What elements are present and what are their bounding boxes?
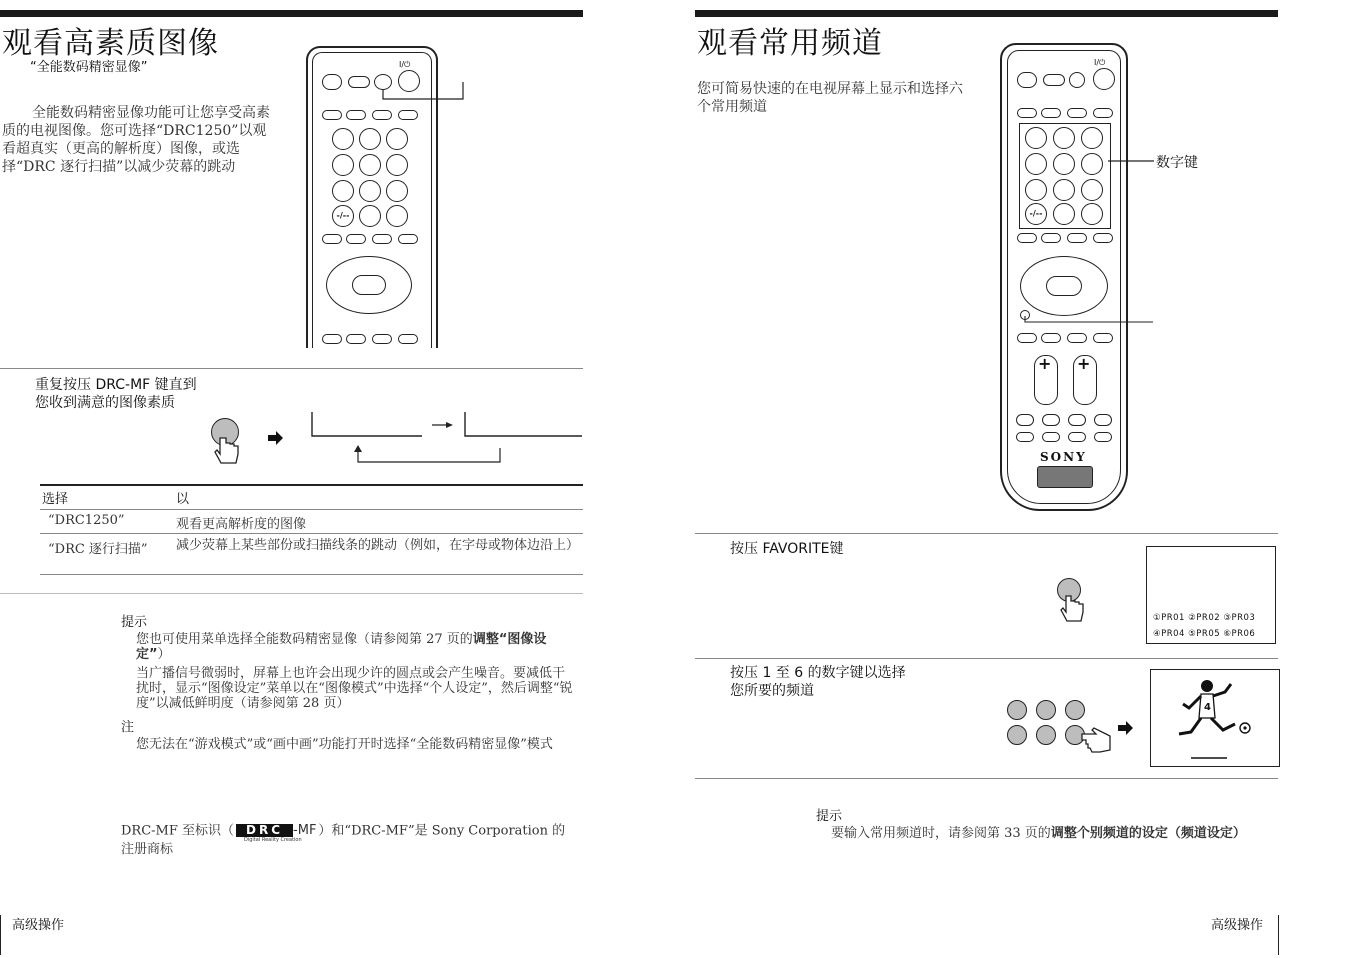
- left-key[interactable]: [386, 154, 408, 176]
- left-subtitle: “全能数码精密显像”: [30, 60, 148, 75]
- pr-item: ⑥PR06: [1223, 629, 1256, 639]
- right-key[interactable]: [1053, 127, 1075, 149]
- right-step1: 按压 FAVORITE键: [730, 541, 844, 557]
- remote-ir-window: [1037, 466, 1093, 488]
- left-remote-btn[interactable]: [398, 334, 418, 344]
- right-divider-2: [695, 658, 1278, 659]
- table-row2-col2: 减少荧幕上某些部份或扫描线条的跳动（例如，在字母或物体边沿上）: [176, 538, 580, 553]
- trademark-post: ）和“DRC-MF”是 Sony Corporation 的注册商标: [121, 823, 566, 857]
- right-remote-btn[interactable]: [1094, 414, 1112, 426]
- press-key-3[interactable]: [1065, 700, 1085, 720]
- pr-item: ②PR02: [1188, 613, 1221, 623]
- right-remote-btn[interactable]: [1094, 432, 1112, 442]
- table-rule: [40, 509, 583, 510]
- left-tip-1-pre: 您也可使用菜单选择全能数码精密显像（请参阅第 27 页的: [136, 632, 473, 647]
- right-key[interactable]: [1025, 127, 1047, 149]
- right-key[interactable]: [1053, 203, 1075, 225]
- right-remote-btn[interactable]: [1067, 333, 1087, 343]
- left-key[interactable]: [332, 128, 354, 150]
- table-header-col1: 选择: [42, 492, 69, 507]
- pr-item: ⑤PR05: [1188, 629, 1221, 639]
- pr-item: ①PR01: [1153, 613, 1185, 623]
- left-key[interactable]: [386, 180, 408, 202]
- right-key-digit-toggle[interactable]: [1025, 203, 1047, 225]
- left-footer-rule: [0, 915, 1, 955]
- left-step1-line2: 您收到满意的图像素质: [35, 395, 175, 411]
- right-remote-info-button[interactable]: [1043, 74, 1065, 86]
- left-remote-btn[interactable]: [372, 334, 392, 344]
- plus-icon: +: [1038, 354, 1052, 373]
- right-remote-btn[interactable]: [1093, 233, 1113, 243]
- drc-logo-suffix: -MF: [293, 823, 317, 838]
- right-remote-btn[interactable]: [1042, 414, 1060, 426]
- left-key[interactable]: [359, 205, 381, 227]
- arrow-right-icon: [1118, 721, 1134, 735]
- table-rule: [40, 533, 583, 534]
- right-tip-bold: 调整个别频道的设定（频道设定）: [1050, 826, 1246, 841]
- left-key[interactable]: [332, 154, 354, 176]
- table-row2-col1: “DRC 逐行扫描”: [48, 542, 148, 557]
- right-tip-text: [831, 826, 1271, 842]
- left-tip-1-post: ）: [157, 647, 171, 662]
- table-header-col2: 以: [176, 492, 190, 507]
- right-key[interactable]: [1025, 153, 1047, 175]
- tv-screen-soccer: [1150, 669, 1280, 767]
- pointing-hand-icon: [214, 436, 244, 466]
- right-key[interactable]: [1053, 179, 1075, 201]
- right-divider-1: [695, 533, 1278, 534]
- pointing-hand-icon: [1061, 594, 1089, 624]
- left-key-digit-toggle[interactable]: [332, 205, 354, 227]
- trademark-pre: DRC-MF 至标识（: [121, 823, 235, 839]
- right-callout-fav-line: [1025, 312, 1155, 326]
- right-remote-power-label: I/⏻: [1094, 58, 1106, 67]
- right-key[interactable]: [1081, 179, 1103, 201]
- press-key-5[interactable]: [1036, 725, 1056, 745]
- right-key[interactable]: [1025, 179, 1047, 201]
- table-top-rule: [40, 484, 583, 486]
- pointing-hand-icon: [1080, 728, 1114, 754]
- right-remote-btn[interactable]: [1041, 333, 1061, 343]
- right-remote-btn[interactable]: [1068, 414, 1086, 426]
- right-remote-btn[interactable]: [1016, 432, 1034, 442]
- plus-icon: +: [1077, 354, 1091, 373]
- right-remote-btn[interactable]: [1041, 108, 1061, 118]
- drc-logo-box: DRC: [236, 824, 293, 837]
- right-title-bar: [695, 10, 1278, 17]
- right-callout-numeric-label: 数字键: [1156, 155, 1198, 171]
- right-intro-text: 您可简易快速的在电视屏幕上显示和选择六个常用频道: [697, 81, 963, 115]
- left-remote-power-label: I/⏻: [399, 60, 411, 69]
- table-bottom-rule: [40, 574, 583, 575]
- left-tip-2: 当广播信号微弱时，屏幕上也许会出现少许的圆点或会产生噪音。要减低干扰时，显示“图像设定”菜单以在“图像模式”中选择“个人设定”，然后调整“锐度”以减低鲜明度（请参阅第 28 页）: [136, 666, 573, 711]
- left-remote-btn[interactable]: [372, 234, 392, 244]
- pr-item: ④PR04: [1153, 629, 1185, 639]
- right-footer-rule: [1278, 915, 1279, 955]
- left-tip-1-bold: 调整“图像设定”: [136, 632, 547, 662]
- left-note-text: 您无法在“游戏模式”或“画中画”功能打开时选择“全能数码精密显像”模式: [136, 737, 553, 752]
- right-divider-3: [695, 778, 1278, 779]
- press-key-4[interactable]: [1007, 725, 1027, 745]
- right-remote-btn[interactable]: [1016, 414, 1034, 426]
- right-key[interactable]: [1053, 153, 1075, 175]
- left-page-title: 观看高素质图像: [2, 26, 219, 61]
- right-tip-pre: 要输入常用频道时，请参阅第 33 页的: [831, 826, 1051, 841]
- arrow-right-icon: [268, 431, 284, 445]
- left-title-bar: [0, 10, 583, 17]
- right-remote-btn[interactable]: [1067, 233, 1087, 243]
- right-remote-btn[interactable]: [1093, 333, 1113, 343]
- right-remote-btn[interactable]: [1017, 233, 1037, 243]
- left-key[interactable]: [359, 180, 381, 202]
- left-remote-btn[interactable]: [398, 234, 418, 244]
- pr-item: ③PR03: [1223, 613, 1256, 623]
- left-key[interactable]: [359, 128, 381, 150]
- tv-screen-favorites: [1146, 546, 1276, 644]
- left-remote-info-button[interactable]: [348, 76, 370, 88]
- left-remote-btn[interactable]: [346, 334, 366, 344]
- right-callout-numeric-line: [1108, 160, 1158, 164]
- trademark-text: [121, 822, 571, 859]
- left-step1-line1: 重复按压 DRC-MF 键直到: [35, 377, 197, 393]
- left-remote-dpad-ok[interactable]: [352, 275, 386, 295]
- right-remote-btn[interactable]: [1068, 432, 1086, 442]
- press-key-2[interactable]: [1036, 700, 1056, 720]
- left-remote-btn[interactable]: [346, 110, 366, 120]
- table-row1-col1: “DRC1250”: [48, 513, 125, 528]
- right-remote-mute-button[interactable]: [1017, 72, 1037, 88]
- right-remote-power-button[interactable]: [1093, 68, 1115, 90]
- right-key[interactable]: [1081, 127, 1103, 149]
- right-remote-btn[interactable]: [1042, 432, 1060, 442]
- right-step2-line1: 按压 1 至 6 的数字键以选择: [730, 665, 906, 681]
- left-remote-btn[interactable]: [322, 110, 342, 120]
- left-key-digit-label: -/--: [336, 211, 350, 220]
- right-remote-btn[interactable]: [1093, 108, 1113, 118]
- left-note-title: 注: [121, 720, 135, 735]
- right-tips-title: 提示: [816, 809, 843, 824]
- pr-row-1: [1153, 613, 1255, 623]
- table-row1-col2: 观看更高解析度的图像: [176, 517, 307, 532]
- left-callout-line: [383, 82, 473, 112]
- left-remote-btn[interactable]: [322, 234, 342, 244]
- left-remote-mute-button[interactable]: [322, 74, 342, 90]
- right-footer: 高级操作: [1211, 918, 1264, 933]
- left-intro-text: 全能数码精密显像功能可让您享受高素质的电视图像。您可选择“DRC1250”以观看超真实（更高的解析度）图像，或选择“DRC 逐行扫描”以减少荧幕的跳动: [2, 105, 270, 175]
- right-remote-btn[interactable]: [1017, 333, 1037, 343]
- pr-row-2: [1153, 629, 1255, 639]
- right-key[interactable]: [1081, 153, 1103, 175]
- right-remote-favorite-button[interactable]: [1069, 72, 1085, 88]
- right-remote-btn[interactable]: [1041, 233, 1061, 243]
- left-key[interactable]: [332, 180, 354, 202]
- left-key[interactable]: [359, 154, 381, 176]
- sony-logo: SONY: [1040, 450, 1087, 464]
- right-remote-btn[interactable]: [1067, 108, 1087, 118]
- svg-text:4: 4: [1204, 702, 1211, 713]
- left-divider-2: [0, 593, 583, 594]
- left-footer: 高级操作: [12, 918, 65, 933]
- right-remote-dpad-ok[interactable]: [1046, 276, 1082, 296]
- right-step2-line2: 您所要的频道: [730, 683, 814, 699]
- drc-logo: [236, 822, 317, 843]
- right-key-digit-label: -/--: [1029, 209, 1043, 218]
- right-key[interactable]: [1081, 203, 1103, 225]
- left-key[interactable]: [386, 128, 408, 150]
- left-tips-title: 提示: [121, 615, 148, 630]
- soccer-player-image: [1151, 670, 1279, 766]
- left-remote-btn[interactable]: [322, 334, 342, 344]
- right-remote-btn[interactable]: [1017, 108, 1037, 118]
- press-key-1[interactable]: [1007, 700, 1027, 720]
- drc-logo-tagline: Digital Reality Creation: [244, 837, 302, 843]
- mode-cycle-diagram: [310, 412, 590, 462]
- right-page-title: 观看常用频道: [697, 26, 883, 61]
- left-remote-btn[interactable]: [346, 234, 366, 244]
- left-key[interactable]: [386, 205, 408, 227]
- left-tip-1: [136, 632, 576, 662]
- left-divider-1: [0, 368, 583, 369]
